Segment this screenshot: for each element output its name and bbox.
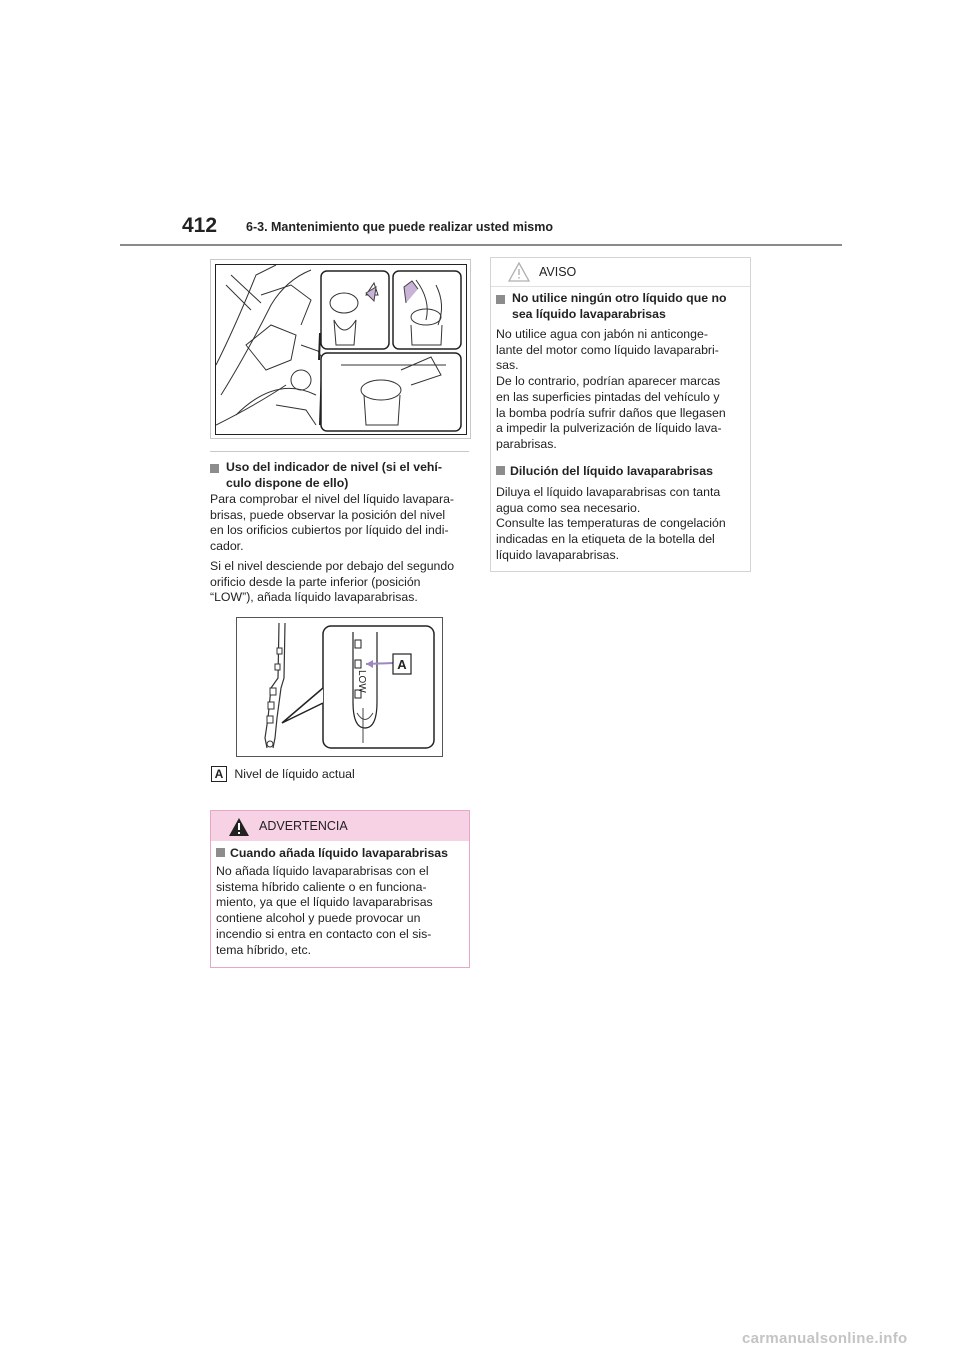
page-number: 412 xyxy=(182,214,218,237)
notice-header xyxy=(491,258,750,287)
heading-marker-square xyxy=(496,295,505,304)
level-gauge-illustration xyxy=(236,617,443,757)
warning-heading: Cuando añada líquido lavaparabrisas xyxy=(216,846,466,862)
heading-line-2: culo dispone de ello) xyxy=(226,476,349,490)
low-scale-label: LOW xyxy=(356,670,367,693)
heading-marker-square xyxy=(216,848,225,857)
engine-bay-illustration xyxy=(210,259,471,439)
section-divider xyxy=(210,451,469,452)
notice-label: AVISO xyxy=(539,265,577,279)
warning-box xyxy=(210,810,470,968)
warning-header xyxy=(211,811,469,841)
heading-marker-square xyxy=(496,466,505,475)
legend-key-a: A xyxy=(211,766,227,782)
callout-label-a: A xyxy=(397,657,407,672)
warning-triangle-icon xyxy=(228,817,250,837)
section-heading-level-indicator xyxy=(210,460,472,494)
figure-legend xyxy=(211,766,451,783)
legend-text: Nivel de líquido actual xyxy=(234,767,355,781)
notice-heading-1: No utilice ningún otro líquido que no sea líquido lavaparabrisas xyxy=(496,291,746,325)
notice-heading-2: Dilución del líquido lavaparabrisas xyxy=(496,464,746,480)
section-title: 6-3. Mantenimiento que puede realizar usted mismo xyxy=(246,220,554,234)
paragraph-low-level: Si el nivel desciende por debajo del segundo orificio desde la parte inferior (posición “LOW”), añada líquido lavaparabrisas. xyxy=(210,559,455,605)
notice-box xyxy=(490,257,751,572)
engine-bay-drawing xyxy=(216,265,466,434)
heading-marker-square xyxy=(210,464,219,473)
heading-line-1: Uso del indicador de nivel (si el vehí- xyxy=(226,460,442,474)
paragraph-level-check: Para comprobar el nivel del líquido lavapara- brisas, puede observar la posición del nivel en los orificios cubiertos por líquido del indi- cador. xyxy=(210,492,455,554)
warning-label: ADVERTENCIA xyxy=(259,819,348,833)
header-rule xyxy=(120,244,842,246)
level-gauge-drawing xyxy=(237,618,442,756)
notice-paragraph-1: No utilice agua con jabón ni anticonge- lante del motor como líquido lavaparabri- sas. De lo contrario, podrían aparecer marcas en las superficies pintadas del vehículo y la bomba podría sufrir daños que llegasen a impedir la pulverización de líquido lava- parabrisas. xyxy=(496,327,726,451)
notice-paragraph-2: Diluya el líquido lavaparabrisas con tanta agua como sea necesario. Consulte las temperaturas de congelación indicadas en la etiqueta de la botella del líquido lavaparabrisas. xyxy=(496,485,726,562)
warning-body: No añada líquido lavaparabrisas con el sistema híbrido caliente o en funciona- miento, ya que el líquido lavaparabrisas contiene alcohol y puede provocar un incendio si entra en contacto con el sis- tema híbrido, etc. xyxy=(216,864,433,957)
caution-triangle-outline-icon xyxy=(508,262,530,282)
watermark: carmanualsonline.info xyxy=(742,1330,908,1347)
